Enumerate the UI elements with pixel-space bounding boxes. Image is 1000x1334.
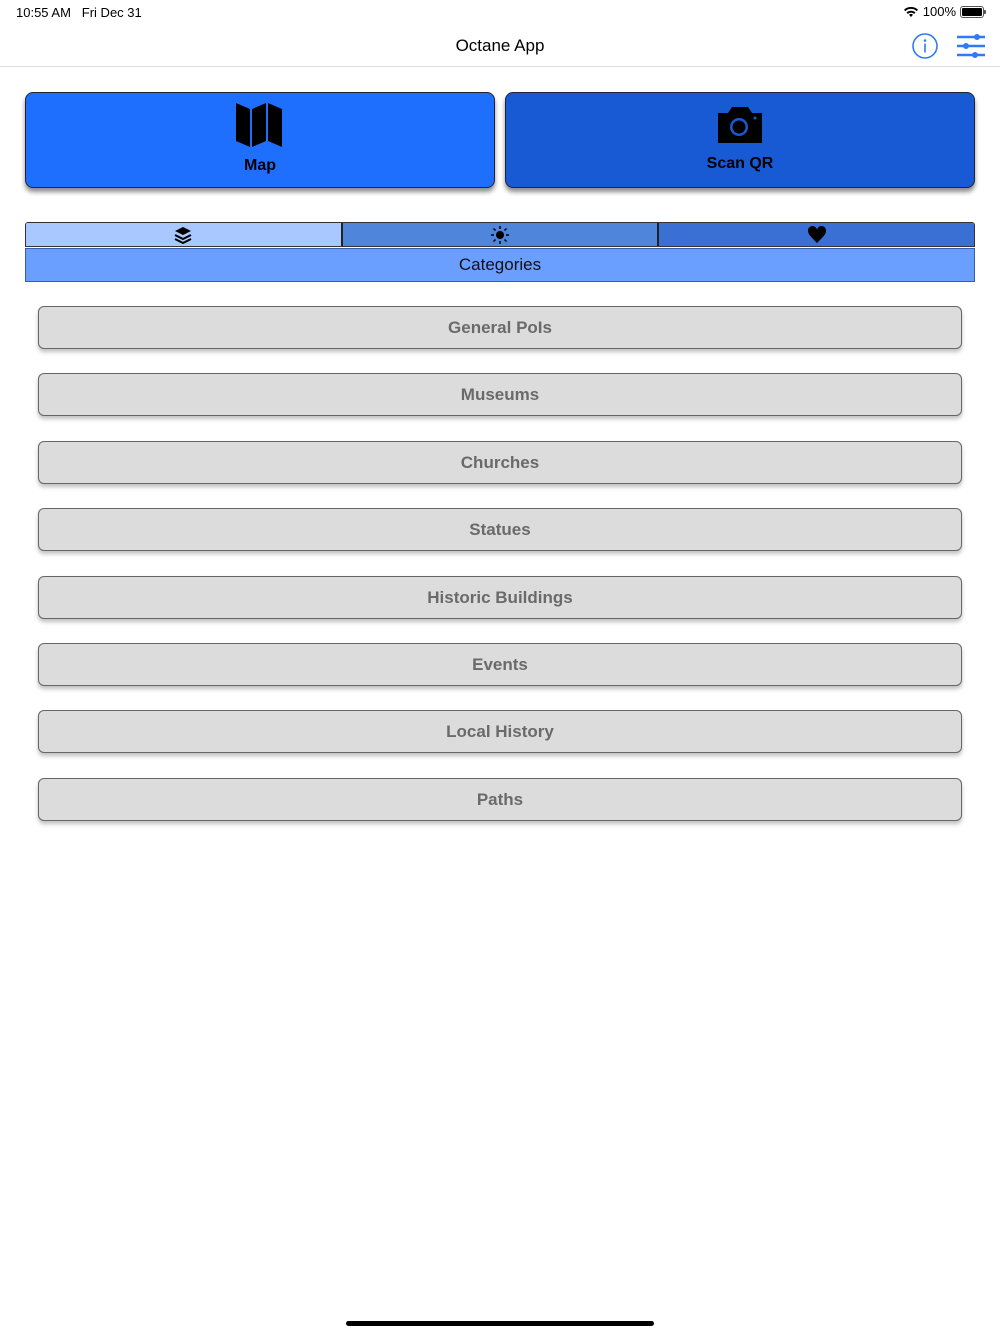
wifi-icon (903, 6, 919, 18)
status-time (16, 5, 142, 20)
scan-qr-button[interactable] (505, 92, 975, 188)
category-local-history[interactable]: Local History (38, 710, 962, 753)
category-general-pois[interactable]: General PoIs (38, 306, 962, 349)
layers-icon (174, 226, 192, 244)
tab-sun[interactable] (341, 223, 658, 246)
sun-icon (490, 225, 510, 245)
category-statues[interactable]: Statues (38, 508, 962, 551)
category-museums[interactable]: Museums (38, 373, 962, 416)
tab-favorites[interactable] (657, 223, 974, 246)
time-text: 10:55 AM (16, 5, 71, 20)
tab-bar (25, 222, 975, 247)
home-indicator[interactable] (346, 1321, 654, 1326)
category-paths[interactable]: Paths (38, 778, 962, 821)
battery-icon (960, 6, 984, 18)
map-icon (235, 101, 285, 149)
navbar (0, 24, 1000, 67)
map-button[interactable] (25, 92, 495, 188)
status-right (903, 4, 984, 19)
category-events[interactable]: Events (38, 643, 962, 686)
section-title: Categories (25, 248, 975, 282)
status-bar (0, 0, 1000, 24)
heart-icon (807, 226, 827, 244)
map-label: Map (244, 157, 276, 174)
category-historic-buildings[interactable]: Historic Buildings (38, 576, 962, 619)
sliders-icon[interactable] (956, 32, 986, 60)
camera-icon (715, 101, 765, 147)
tab-layers[interactable] (26, 223, 341, 246)
category-churches[interactable]: Churches (38, 441, 962, 484)
scan-qr-label: Scan QR (706, 155, 774, 172)
date-text: Fri Dec 31 (81, 5, 142, 20)
page-title: Octane App (455, 36, 545, 55)
info-icon[interactable] (911, 32, 939, 60)
battery-text: 100% (922, 4, 956, 19)
